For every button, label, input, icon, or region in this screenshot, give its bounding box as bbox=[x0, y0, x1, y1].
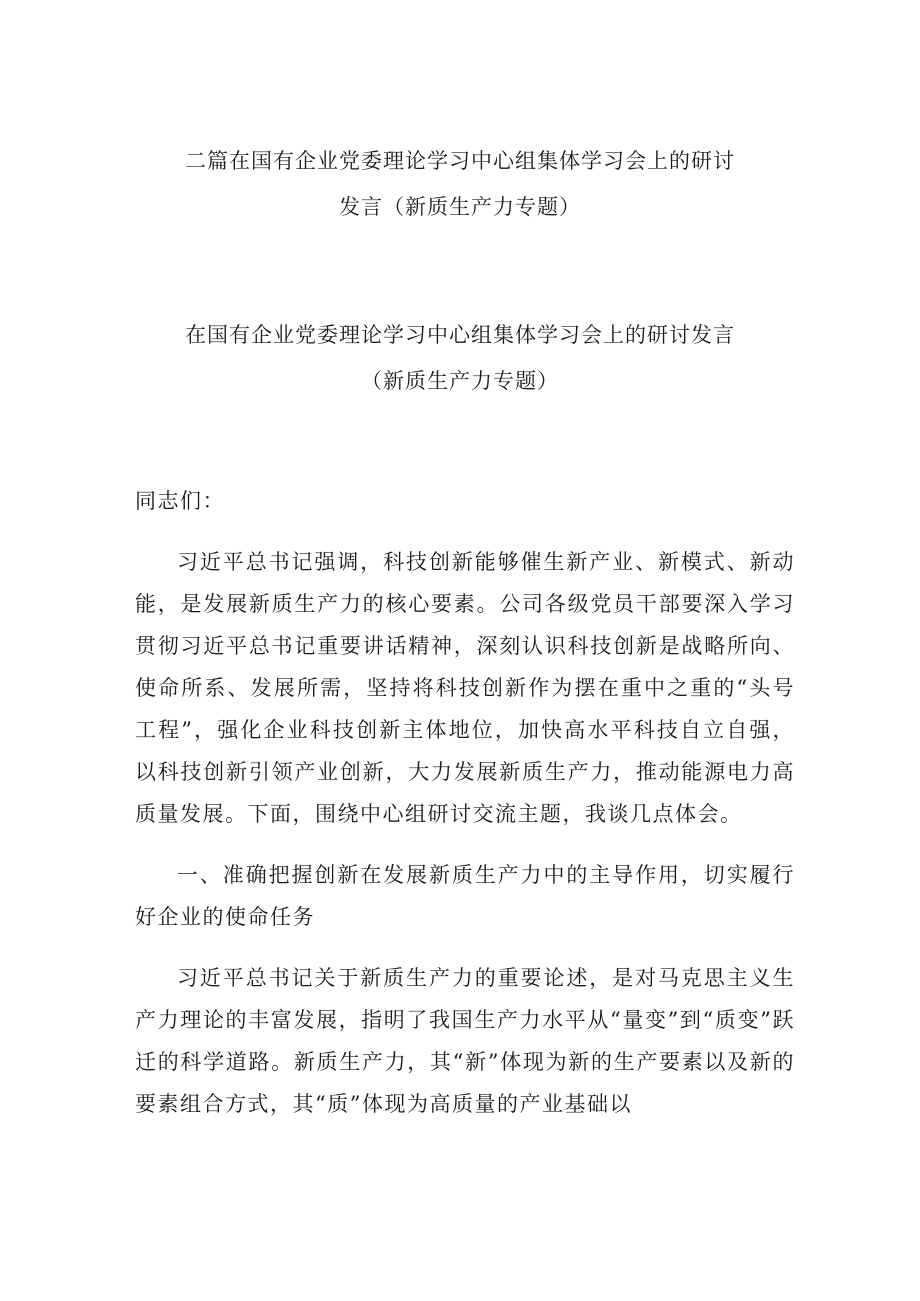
speech-title-line-1: 在国有企业党委理论学习中心组集体学习会上的研讨发言 bbox=[185, 323, 735, 347]
document-body bbox=[135, 480, 795, 1144]
document-title-line-1: 二篇在国有企业党委理论学习中心组集体学习会上的研讨 bbox=[185, 149, 735, 173]
salutation: 同志们： bbox=[135, 489, 225, 513]
intro-paragraph: 习近平总书记强调，科技创新能够催生新产业、新模式、新动能，是发展新质生产力的核心要素。公司各级党员干部要深入学习贯彻习近平总书记重要讲话精神，深刻认识科技创新是战略所向、使命所系、发展所需，坚持将科技创新作为摆在重中之重的“头号工程”，强化企业科技创新主体地位，加快高水平科技自立自强，以科技创新引领产业创新，大力发展新质生产力，推动能源电力高质量发展。下面，围绕中心组研讨交流主题，我谈几点体会。 bbox=[135, 550, 795, 826]
document-title-line-2: 发言（新质生产力专题） bbox=[339, 195, 581, 219]
document-title bbox=[0, 138, 920, 230]
speech-title bbox=[0, 312, 920, 404]
section-1-paragraph: 习近平总书记关于新质生产力的重要论述，是对马克思主义生产力理论的丰富发展，指明了我国生产力水平从“量变”到“质变”跃迁的科学道路。新质生产力，其“新”体现为新的生产要素以及新的要素组合方式，其“质”体现为高质量的产业基础以 bbox=[135, 966, 795, 1116]
section-heading-1: 一、准确把握创新在发展新质生产力中的主导作用，切实履行好企业的使命任务 bbox=[135, 863, 795, 929]
speech-title-line-2: （新质生产力专题） bbox=[361, 369, 559, 393]
